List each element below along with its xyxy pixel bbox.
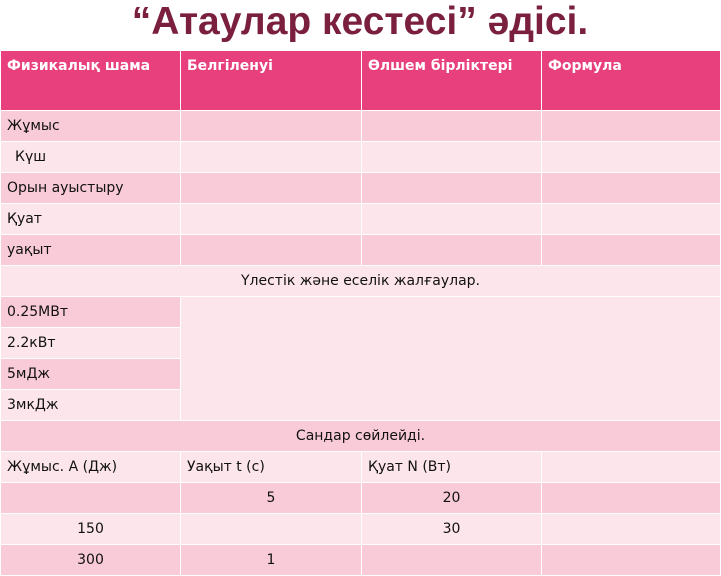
table-cell: Қуат N (Вт) <box>362 452 542 483</box>
unit-cell: 5мДж <box>1 359 181 390</box>
table-cell <box>542 204 721 235</box>
table-cell <box>542 142 721 173</box>
header-cell: Белгіленуі <box>181 51 362 111</box>
merged-empty-cell <box>181 297 721 421</box>
quantity-cell: Күш <box>1 142 181 173</box>
table-cell <box>542 111 721 142</box>
table-cell <box>181 235 362 266</box>
table-header-row <box>1 51 721 111</box>
table-cell <box>362 204 542 235</box>
table-cell: 150 <box>1 514 181 545</box>
table-row <box>1 483 721 514</box>
section-heading: Сандар сөйлейді. <box>1 421 721 452</box>
slide-title: “Атаулар кестесі” әдісі. <box>131 0 589 43</box>
table-cell <box>181 142 362 173</box>
table-row <box>1 297 721 328</box>
quantity-cell: Қуат <box>1 204 181 235</box>
section-heading: Үлестік және еселік жалғаулар. <box>1 266 721 297</box>
table-cell <box>181 204 362 235</box>
table-row <box>1 235 721 266</box>
unit-cell: 0.25МВт <box>1 297 181 328</box>
quantity-cell: Жұмыс <box>1 111 181 142</box>
table-cell: 300 <box>1 545 181 576</box>
header-cell: Өлшем бірліктері <box>362 51 542 111</box>
table-row <box>1 452 721 483</box>
table-cell <box>362 173 542 204</box>
section-row <box>1 421 721 452</box>
table-cell <box>362 111 542 142</box>
header-cell: Физикалық шама <box>1 51 181 111</box>
table-cell: Уақыт t (с) <box>181 452 362 483</box>
table-row <box>1 545 721 576</box>
table-cell <box>362 142 542 173</box>
table-cell: 30 <box>362 514 542 545</box>
header-cell: Формула <box>542 51 721 111</box>
table-row <box>1 111 721 142</box>
table-row <box>1 142 721 173</box>
unit-cell: 2.2кВт <box>1 328 181 359</box>
table-cell <box>542 514 721 545</box>
table-cell <box>542 545 721 576</box>
table-row <box>1 514 721 545</box>
quantity-cell: Орын ауыстыру <box>1 173 181 204</box>
table-cell <box>542 452 721 483</box>
table-row <box>1 173 721 204</box>
quantity-cell: уақыт <box>1 235 181 266</box>
table-cell <box>181 173 362 204</box>
table-cell <box>1 483 181 514</box>
table-cell <box>362 545 542 576</box>
table-cell <box>542 483 721 514</box>
table-cell <box>542 235 721 266</box>
unit-cell: 3мкДж <box>1 390 181 421</box>
table-cell <box>542 173 721 204</box>
table-cell <box>362 235 542 266</box>
table-cell <box>181 514 362 545</box>
table-cell <box>181 111 362 142</box>
table-cell: 20 <box>362 483 542 514</box>
table-cell: 1 <box>181 545 362 576</box>
table-cell: Жұмыс. А (Дж) <box>1 452 181 483</box>
table-cell: 5 <box>181 483 362 514</box>
table-row <box>1 204 721 235</box>
names-table <box>0 50 721 576</box>
section-row <box>1 266 721 297</box>
